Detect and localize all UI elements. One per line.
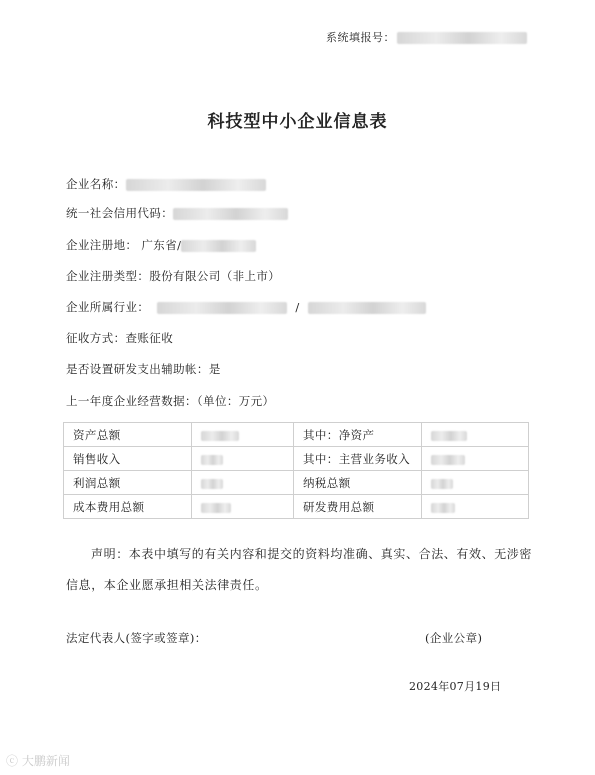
redacted-value bbox=[181, 240, 256, 252]
table-cell-label: 纳税总额 bbox=[294, 471, 422, 495]
field-credit-code bbox=[66, 205, 288, 221]
field-industry bbox=[66, 299, 426, 315]
company-seal: (企业公章) bbox=[425, 631, 483, 645]
financial-data-header bbox=[66, 393, 274, 409]
field-value: 是 bbox=[208, 362, 221, 376]
table-cell-label: 销售收入 bbox=[64, 447, 192, 471]
redacted-value bbox=[431, 431, 467, 441]
field-label: 企业注册地： bbox=[66, 238, 138, 252]
redacted-value bbox=[201, 479, 223, 489]
table-cell-value bbox=[422, 495, 529, 519]
system-number-label: 系统填报号： bbox=[326, 31, 395, 44]
field-label: 企业所属行业： bbox=[66, 300, 150, 314]
declaration bbox=[66, 539, 536, 601]
table-cell-value bbox=[192, 495, 294, 519]
redacted-value bbox=[157, 302, 287, 314]
field-label: 是否设置研发支出辅助帐： bbox=[66, 362, 209, 376]
field-value: 查账征收 bbox=[125, 331, 174, 345]
redacted-value bbox=[173, 208, 288, 220]
field-label: 上一年度企业经营数据： bbox=[66, 394, 197, 408]
redacted-value bbox=[431, 479, 453, 489]
field-registration-place bbox=[66, 237, 256, 253]
redacted-value bbox=[201, 431, 239, 441]
field-value: 股份有限公司（非上市） bbox=[149, 269, 281, 283]
table-row bbox=[64, 495, 529, 519]
table-row bbox=[64, 423, 529, 447]
redacted-value bbox=[397, 32, 527, 44]
table-row bbox=[64, 471, 529, 495]
table-cell-value bbox=[422, 447, 529, 471]
redacted-value bbox=[431, 455, 465, 465]
redacted-value bbox=[201, 455, 223, 465]
document-date: 2024年07月19日 bbox=[409, 680, 502, 693]
system-number bbox=[326, 29, 527, 45]
redacted-value bbox=[431, 503, 455, 513]
table-cell-label: 成本费用总额 bbox=[64, 495, 192, 519]
financial-table bbox=[63, 422, 529, 519]
table-cell-label: 资产总额 bbox=[64, 423, 192, 447]
watermark-logo-icon: ⓒ bbox=[6, 754, 22, 768]
table-cell-value bbox=[422, 471, 529, 495]
field-registration-type bbox=[66, 268, 280, 284]
watermark bbox=[6, 752, 70, 769]
field-value: 广东省/ bbox=[141, 238, 182, 252]
field-label: 企业注册类型： bbox=[66, 269, 150, 283]
unit-note: （单位：万元） bbox=[196, 394, 275, 408]
legal-representative-signature: 法定代表人(签字或签章)： bbox=[66, 631, 207, 645]
table-cell-value bbox=[192, 447, 294, 471]
table-cell-label: 其中：主营业务收入 bbox=[294, 447, 422, 471]
table-cell-value bbox=[422, 423, 529, 447]
field-label: 统一社会信用代码： bbox=[66, 206, 174, 220]
redacted-value bbox=[308, 302, 426, 314]
field-label: 企业名称： bbox=[66, 177, 126, 191]
separator: / bbox=[295, 300, 300, 314]
table-cell-label: 研发费用总额 bbox=[294, 495, 422, 519]
declaration-text: 声明：本表中填写的有关内容和提交的资料均准确、真实、合法、有效、无涉密信息，本企业愿承担相关法律责任。 bbox=[66, 547, 533, 592]
field-rd-account bbox=[66, 361, 221, 377]
field-levy-method bbox=[66, 330, 173, 346]
table-cell-value bbox=[192, 423, 294, 447]
table-cell-label: 其中：净资产 bbox=[294, 423, 422, 447]
table-cell-value bbox=[192, 471, 294, 495]
page-title: 科技型中小企业信息表 bbox=[207, 112, 388, 132]
table-cell-label: 利润总额 bbox=[64, 471, 192, 495]
redacted-value bbox=[201, 503, 231, 513]
table-row bbox=[64, 447, 529, 471]
field-company-name bbox=[66, 176, 266, 192]
watermark-text: 大鹏新闻 bbox=[21, 754, 70, 768]
field-label: 征收方式： bbox=[66, 331, 126, 345]
redacted-value bbox=[126, 179, 266, 191]
